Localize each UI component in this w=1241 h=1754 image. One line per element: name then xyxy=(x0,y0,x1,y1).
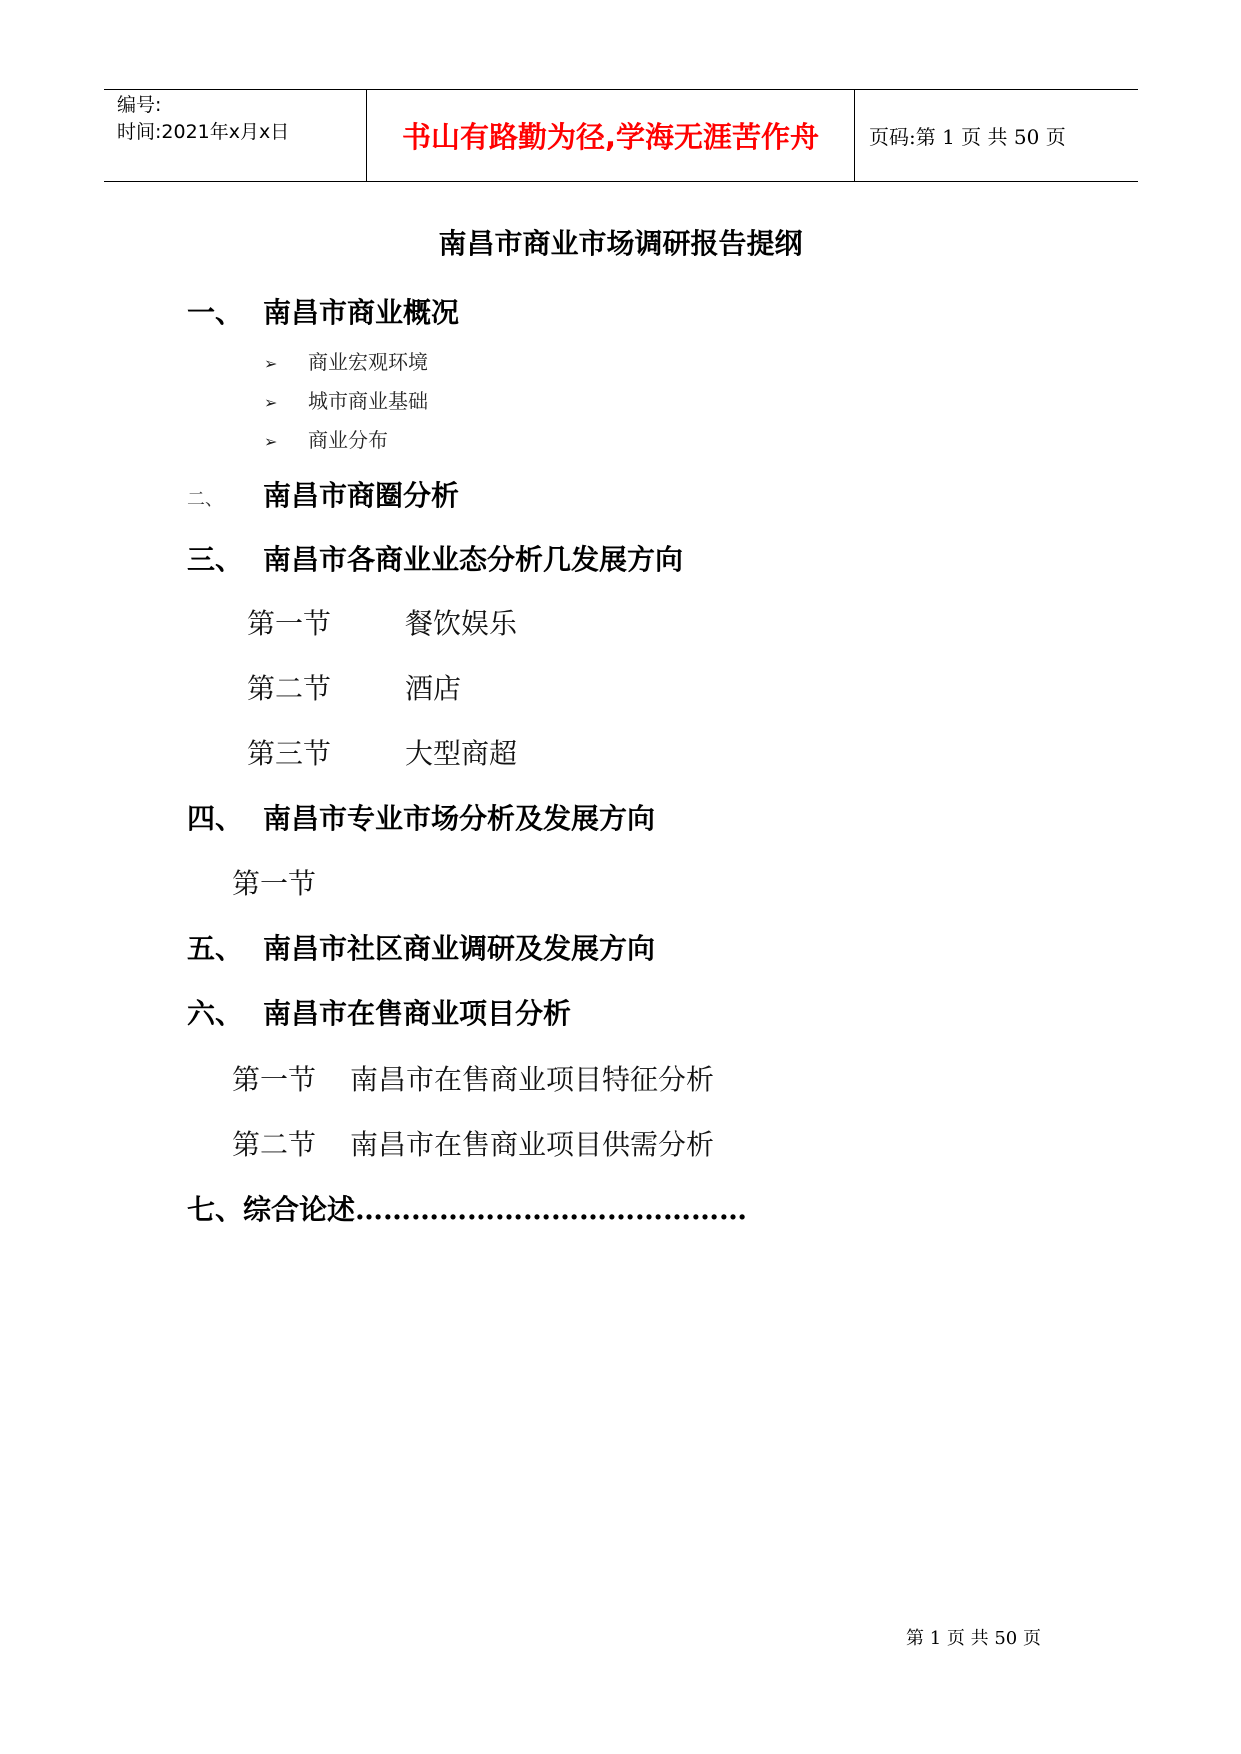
section-label: 第一节 xyxy=(232,1063,317,1096)
outline-heading-4 xyxy=(187,797,655,837)
heading-text: 七、综合论述…………………………………… xyxy=(187,1193,748,1226)
bullet-text: 商业分布 xyxy=(308,428,388,452)
section-label: 第一节 xyxy=(232,867,317,900)
document-title: 南昌市商业市场调研报告提纲 xyxy=(438,227,803,260)
section-label: 第二节 xyxy=(247,672,332,705)
bullet-item xyxy=(264,346,428,375)
heading-number: 一、 xyxy=(187,296,244,329)
heading-number: 二、 xyxy=(187,489,223,510)
heading-text: 南昌市商业概况 xyxy=(263,296,460,329)
heading-text: 南昌市专业市场分析及发展方向 xyxy=(263,802,656,835)
heading-text: 南昌市商圈分析 xyxy=(263,479,460,512)
section-text: 南昌市在售商业项目特征分析 xyxy=(350,1063,715,1096)
header-page-cell xyxy=(855,90,1138,181)
outline-heading-5 xyxy=(187,927,655,967)
page-header xyxy=(104,89,1138,182)
bullet-item xyxy=(264,385,428,414)
section-text: 南昌市在售商业项目供需分析 xyxy=(350,1128,715,1161)
heading-number: 三、 xyxy=(187,543,244,576)
section-text: 餐饮娱乐 xyxy=(405,607,518,640)
heading-text: 南昌市在售商业项目分析 xyxy=(263,997,572,1030)
heading-number: 六、 xyxy=(187,997,244,1030)
section-entry xyxy=(232,1123,714,1163)
section-entry xyxy=(247,602,517,642)
section-entry xyxy=(247,667,461,707)
bullet-text: 城市商业基础 xyxy=(308,389,428,413)
document-time-label: 时间:2021年x月x日 xyxy=(117,121,290,143)
document-number-label: 编号: xyxy=(117,94,162,116)
heading-number: 四、 xyxy=(187,802,244,835)
section-entry xyxy=(232,1058,714,1098)
section-label: 第三节 xyxy=(247,737,332,770)
arrow-bullet-icon: ➢ xyxy=(264,432,278,451)
heading-text: 南昌市社区商业调研及发展方向 xyxy=(263,932,656,965)
header-motto: 书山有路勤为径,学海无涯苦作舟 xyxy=(401,120,820,154)
arrow-bullet-icon: ➢ xyxy=(264,393,278,412)
section-text: 大型商超 xyxy=(405,737,518,770)
outline-heading-1 xyxy=(187,291,459,331)
outline-heading-7 xyxy=(187,1188,747,1228)
outline-heading-6 xyxy=(187,992,571,1032)
bullet-item xyxy=(264,424,388,453)
page-footer: 第 1 页 共 50 页 xyxy=(906,1628,1041,1649)
heading-number: 五、 xyxy=(187,932,244,965)
section-label: 第二节 xyxy=(232,1128,317,1161)
bullet-text: 商业宏观环境 xyxy=(308,350,428,374)
heading-text: 南昌市各商业业态分析几发展方向 xyxy=(263,543,684,576)
section-entry xyxy=(247,732,517,772)
header-motto-cell xyxy=(367,90,855,181)
section-text: 酒店 xyxy=(405,672,462,705)
header-page-info: 页码:第 1 页 共 50 页 xyxy=(869,125,1066,149)
outline-heading-2 xyxy=(187,474,459,514)
header-meta-cell xyxy=(104,90,367,181)
section-entry xyxy=(232,862,316,902)
section-label: 第一节 xyxy=(247,607,332,640)
outline-heading-3 xyxy=(187,538,683,578)
arrow-bullet-icon: ➢ xyxy=(264,354,278,373)
